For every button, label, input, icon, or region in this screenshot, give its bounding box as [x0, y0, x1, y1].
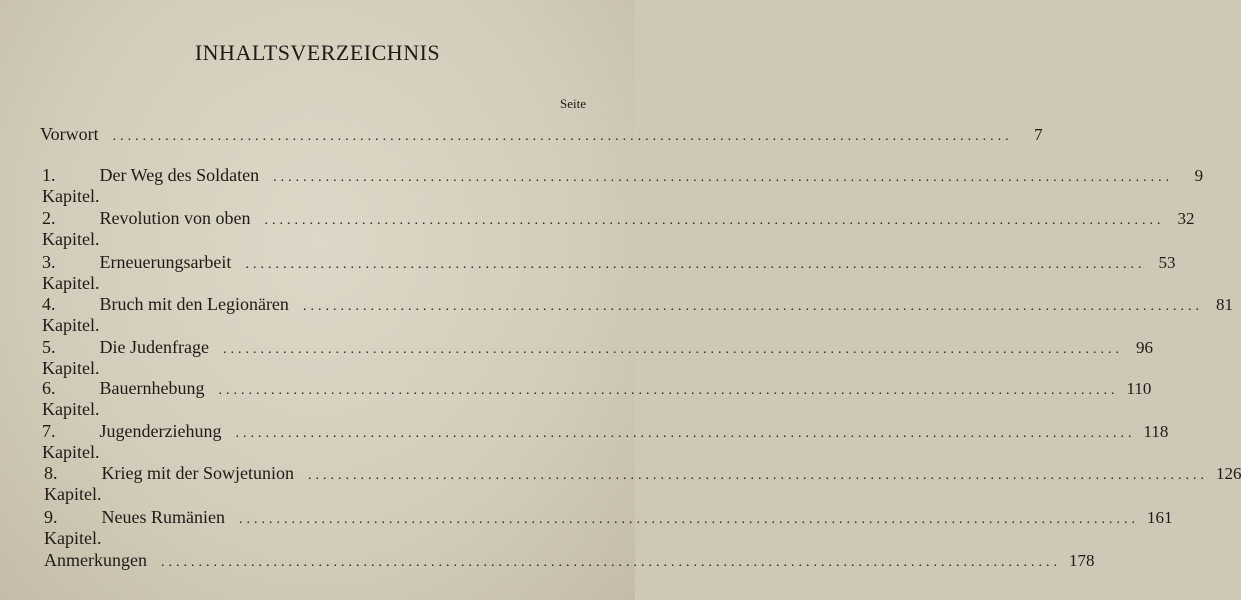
toc-entry: [42, 165, 1204, 206]
toc-entry-title: Der Weg des Soldaten: [99, 165, 260, 185]
toc-chapter-label: 9. Kapitel.: [44, 507, 102, 548]
toc-page-number: 126: [1215, 464, 1241, 483]
toc-entry-title: Jugenderziehung: [99, 421, 222, 441]
toc-leader-dots: ........................................................................................................................: [160, 555, 1061, 570]
page-title: INHALTSVERZEICHNIS: [194, 40, 441, 65]
toc-entry-title: Anmerkungen: [44, 550, 147, 570]
toc-leader-dots: ........................................................................................................................: [112, 129, 1013, 144]
toc-page-number: 110: [1126, 379, 1152, 398]
toc-chapter-label: 7. Kapitel.: [42, 421, 100, 462]
toc-entry-title: Bruch mit den Legionären: [99, 294, 289, 314]
toc-entry-title: Erneuerungsarbeit: [99, 252, 232, 272]
toc-entry: [44, 507, 1173, 548]
toc-leader-dots: ........................................................................................................................: [302, 299, 1203, 314]
toc-entry: [42, 208, 1195, 249]
toc-entry-title: Bauernhebung: [99, 378, 205, 398]
toc-entry-title: Die Judenfrage: [99, 337, 209, 357]
toc-chapter-label: 4. Kapitel.: [42, 294, 100, 335]
toc-entry: [42, 294, 1233, 335]
toc-entry-title: Vorwort: [40, 124, 99, 144]
toc-entry: [44, 550, 1095, 578]
toc-entry-title: Krieg mit der Sowjetunion: [101, 463, 294, 483]
toc-page-number: 9: [1194, 166, 1204, 185]
toc-page-number: 96: [1135, 338, 1153, 357]
toc-page-number: 81: [1215, 295, 1233, 314]
toc-page-number: 178: [1068, 551, 1095, 570]
toc-leader-dots: ........................................................................................................................: [222, 342, 1123, 357]
toc-leader-dots: ........................................................................................................................: [273, 170, 1174, 185]
toc-chapter-label: 3. Kapitel.: [42, 252, 100, 293]
toc-page-number: 7: [1034, 125, 1043, 144]
toc-entry: [42, 252, 1176, 293]
toc-chapter-label: 6. Kapitel.: [42, 378, 100, 419]
toc-chapter-label: 8. Kapitel.: [44, 463, 102, 504]
toc-leader-dots: ........................................................................................................................: [235, 426, 1136, 441]
toc-entry: [42, 378, 1152, 419]
page-column-header: Seite: [560, 96, 586, 111]
toc-chapter-label: 1. Kapitel.: [42, 165, 100, 206]
toc-chapter-label: 2. Kapitel.: [42, 208, 100, 249]
toc-page-number: 53: [1158, 253, 1176, 272]
toc-entry: [42, 337, 1153, 378]
toc-entry-title: Neues Rumänien: [101, 507, 225, 527]
toc-leader-dots: ........................................................................................................................: [307, 468, 1208, 483]
toc-entry: [42, 421, 1169, 462]
toc-leader-dots: ........................................................................................................................: [218, 383, 1119, 398]
toc-entry-title: Revolution von oben: [99, 208, 251, 228]
toc-leader-dots: ........................................................................................................................: [238, 512, 1139, 527]
toc-entry: [40, 124, 1043, 152]
toc-page-number: 32: [1177, 209, 1195, 228]
toc-page-number: 118: [1143, 422, 1169, 441]
toc-page-number: 161: [1146, 508, 1173, 527]
toc-entry: [44, 463, 1241, 504]
toc-leader-dots: ........................................................................................................................: [264, 213, 1165, 228]
toc-leader-dots: ........................................................................................................................: [245, 257, 1146, 272]
toc-chapter-label: 5. Kapitel.: [42, 337, 100, 378]
